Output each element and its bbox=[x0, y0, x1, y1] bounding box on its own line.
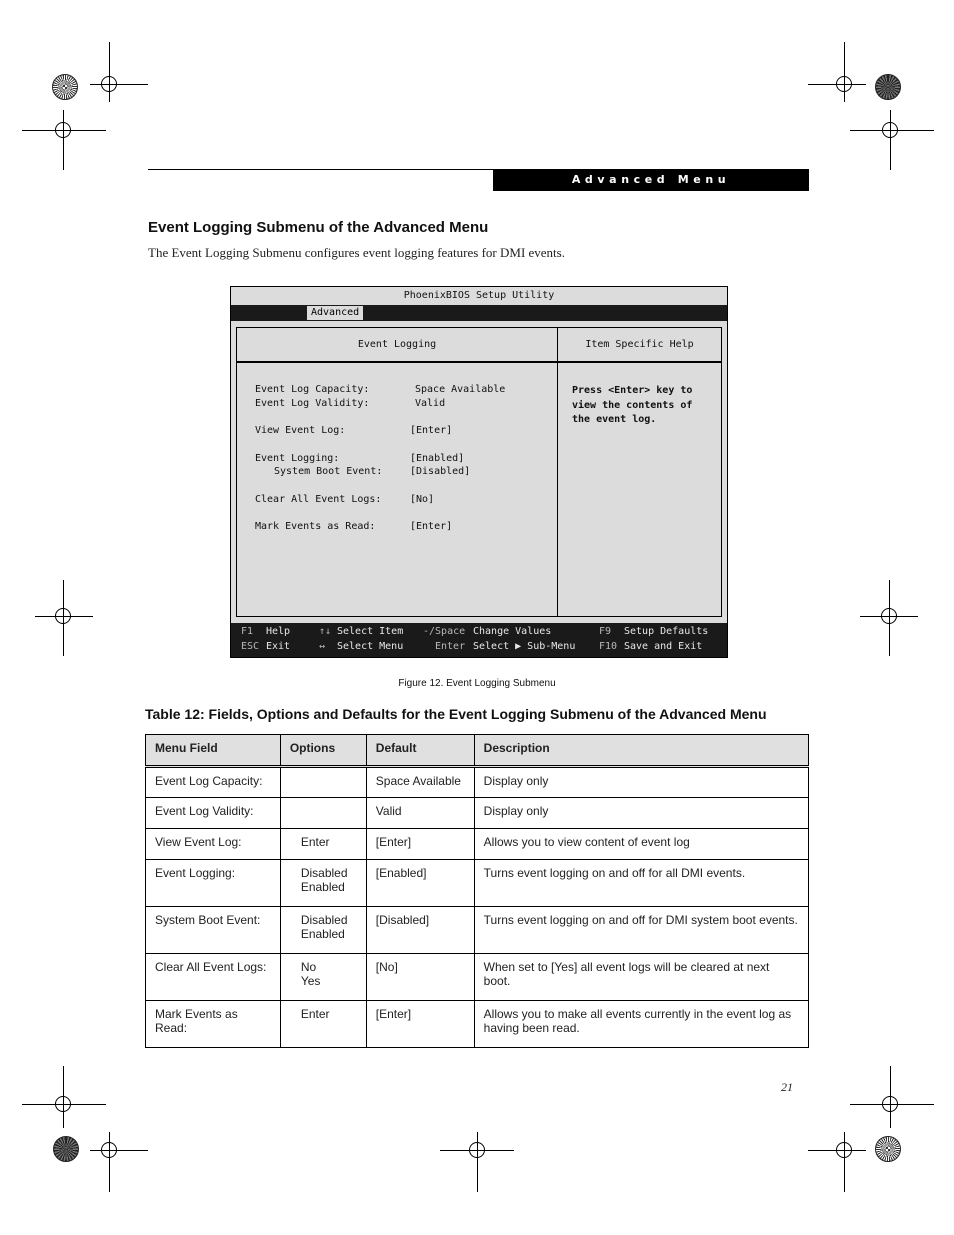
bios-item-value[interactable]: [Disabled] bbox=[410, 466, 471, 477]
option-value: Enter bbox=[300, 1007, 330, 1021]
bios-help-pane-title: Item Specific Help bbox=[558, 328, 721, 363]
table-row bbox=[146, 767, 809, 798]
field-cell: Event Log Validity: bbox=[146, 798, 281, 829]
bios-footer-desc: Change Values bbox=[473, 626, 552, 637]
bios-screen bbox=[230, 286, 728, 658]
bios-footer-key: -/Space bbox=[423, 626, 466, 637]
bios-item-value: Valid bbox=[415, 398, 446, 409]
options-cell bbox=[280, 860, 366, 907]
bios-footer-key: ↔ bbox=[319, 641, 326, 652]
option-value: Disabled bbox=[300, 866, 348, 880]
bios-footer-desc: Exit bbox=[266, 641, 291, 652]
description-cell: Display only bbox=[474, 767, 808, 798]
bios-help-line: the event log. bbox=[572, 414, 657, 425]
bios-item-label: Event Logging: bbox=[255, 453, 340, 464]
crosshair-mark bbox=[850, 1066, 934, 1128]
bios-footer-desc: Save and Exit bbox=[624, 641, 703, 652]
table-row bbox=[146, 860, 809, 907]
table-header-row bbox=[146, 735, 809, 767]
bios-item-label: System Boot Event: bbox=[274, 466, 383, 477]
header-rule bbox=[148, 169, 493, 170]
crosshair-mark bbox=[90, 1132, 148, 1192]
bios-item-value[interactable]: [Enter] bbox=[410, 521, 453, 532]
bios-footer-key: ↑↓ bbox=[319, 626, 332, 637]
default-cell: [Enabled] bbox=[366, 860, 474, 907]
default-cell: [Enter] bbox=[366, 829, 474, 860]
crosshair-mark bbox=[860, 580, 918, 656]
description-cell: Allows you to view content of event log bbox=[474, 829, 808, 860]
column-header: Default bbox=[366, 735, 474, 767]
description-cell: When set to [Yes] all event logs will be cleared at next boot. bbox=[474, 954, 808, 1001]
bios-footer-key: F10 bbox=[599, 641, 618, 652]
bios-item-label: Mark Events as Read: bbox=[255, 521, 376, 532]
table-row bbox=[146, 954, 809, 1001]
bios-title: PhoenixBIOS Setup Utility bbox=[403, 290, 555, 301]
description-cell: Allows you to make all events currently in the event log as having been read. bbox=[474, 1001, 808, 1048]
field-cell: System Boot Event: bbox=[146, 907, 281, 954]
default-cell: [No] bbox=[366, 954, 474, 1001]
section-tab: Advanced Menu bbox=[493, 169, 809, 191]
bios-item-value[interactable]: [Enabled] bbox=[410, 453, 465, 464]
field-cell: Event Logging: bbox=[146, 860, 281, 907]
option-value: Enabled bbox=[300, 880, 345, 894]
options-cell bbox=[280, 954, 366, 1001]
bios-item-value[interactable]: [No] bbox=[410, 494, 435, 505]
table-row bbox=[146, 907, 809, 954]
options-table bbox=[145, 734, 809, 1048]
figure-caption: Figure 12. Event Logging Submenu bbox=[398, 678, 556, 689]
default-cell: Space Available bbox=[366, 767, 474, 798]
field-cell: Mark Events as Read: bbox=[146, 1001, 281, 1048]
table-row bbox=[146, 1001, 809, 1048]
color-target-icon bbox=[52, 74, 78, 100]
crosshair-mark bbox=[808, 1132, 866, 1192]
bios-item-label: Clear All Event Logs: bbox=[255, 494, 382, 505]
options-cell bbox=[280, 907, 366, 954]
table-title: Table 12: Fields, Options and Defaults for the Event Logging Submenu of the Advanced Menu bbox=[145, 706, 767, 722]
description-cell: Turns event logging on and off for all DMI events. bbox=[474, 860, 808, 907]
bios-footer-key: F1 bbox=[241, 626, 254, 637]
default-cell: [Disabled] bbox=[366, 907, 474, 954]
color-target-icon bbox=[875, 74, 901, 100]
options-cell bbox=[280, 798, 366, 829]
bios-item-label: Event Log Capacity: bbox=[255, 384, 370, 395]
bios-footer-desc: Select ▶ Sub-Menu bbox=[473, 641, 576, 652]
intro-paragraph: The Event Logging Submenu configures event logging features for DMI events. bbox=[148, 245, 565, 260]
bios-footer-key: F9 bbox=[599, 626, 612, 637]
column-header: Options bbox=[280, 735, 366, 767]
crosshair-mark bbox=[440, 1132, 514, 1192]
bios-help-text bbox=[572, 384, 712, 428]
section-title: Event Logging Submenu of the Advanced Menu bbox=[148, 219, 489, 236]
bios-footer bbox=[231, 623, 727, 657]
bios-footer-key: Enter bbox=[435, 641, 466, 652]
page-number: 21 bbox=[781, 1080, 793, 1094]
option-value: Yes bbox=[300, 974, 321, 988]
bios-footer-desc: Help bbox=[266, 626, 291, 637]
field-cell: Clear All Event Logs: bbox=[146, 954, 281, 1001]
crosshair-mark bbox=[22, 110, 106, 170]
bios-menubar bbox=[231, 305, 727, 321]
options-cell bbox=[280, 1001, 366, 1048]
bios-item-value: Space Available bbox=[415, 384, 506, 395]
bios-item-value[interactable]: [Enter] bbox=[410, 425, 453, 436]
option-value: Enter bbox=[300, 835, 330, 849]
bios-left-pane-title: Event Logging bbox=[237, 328, 557, 363]
options-cell bbox=[280, 829, 366, 860]
option-value: Disabled bbox=[300, 913, 348, 927]
description-cell: Display only bbox=[474, 798, 808, 829]
table-row bbox=[146, 798, 809, 829]
bios-help-line: Press <Enter> key to bbox=[572, 385, 693, 396]
column-header: Menu Field bbox=[146, 735, 281, 767]
bios-footer-key: ESC bbox=[241, 641, 260, 652]
table-row bbox=[146, 829, 809, 860]
bios-footer-desc: Select Item bbox=[337, 626, 404, 637]
crosshair-mark bbox=[35, 580, 93, 656]
bios-item-label: View Event Log: bbox=[255, 425, 346, 436]
bios-pane-divider bbox=[557, 328, 558, 616]
default-cell: [Enter] bbox=[366, 1001, 474, 1048]
bios-help-line: view the contents of bbox=[572, 399, 693, 411]
color-target-icon bbox=[875, 1136, 901, 1162]
column-header: Description bbox=[474, 735, 808, 767]
default-cell: Valid bbox=[366, 798, 474, 829]
bios-footer-desc: Select Menu bbox=[337, 641, 404, 652]
description-cell: Turns event logging on and off for DMI system boot events. bbox=[474, 907, 808, 954]
bios-footer-desc: Setup Defaults bbox=[624, 626, 709, 637]
bios-menu-tab-advanced[interactable]: Advanced bbox=[307, 306, 363, 320]
field-cell: Event Log Capacity: bbox=[146, 767, 281, 798]
crosshair-mark bbox=[22, 1066, 106, 1128]
bios-item-label: Event Log Validity: bbox=[255, 398, 370, 409]
color-target-icon bbox=[53, 1136, 79, 1162]
option-value: No bbox=[300, 960, 317, 974]
crosshair-mark bbox=[850, 110, 934, 170]
option-value: Enabled bbox=[300, 927, 345, 941]
field-cell: View Event Log: bbox=[146, 829, 281, 860]
options-cell bbox=[280, 767, 366, 798]
